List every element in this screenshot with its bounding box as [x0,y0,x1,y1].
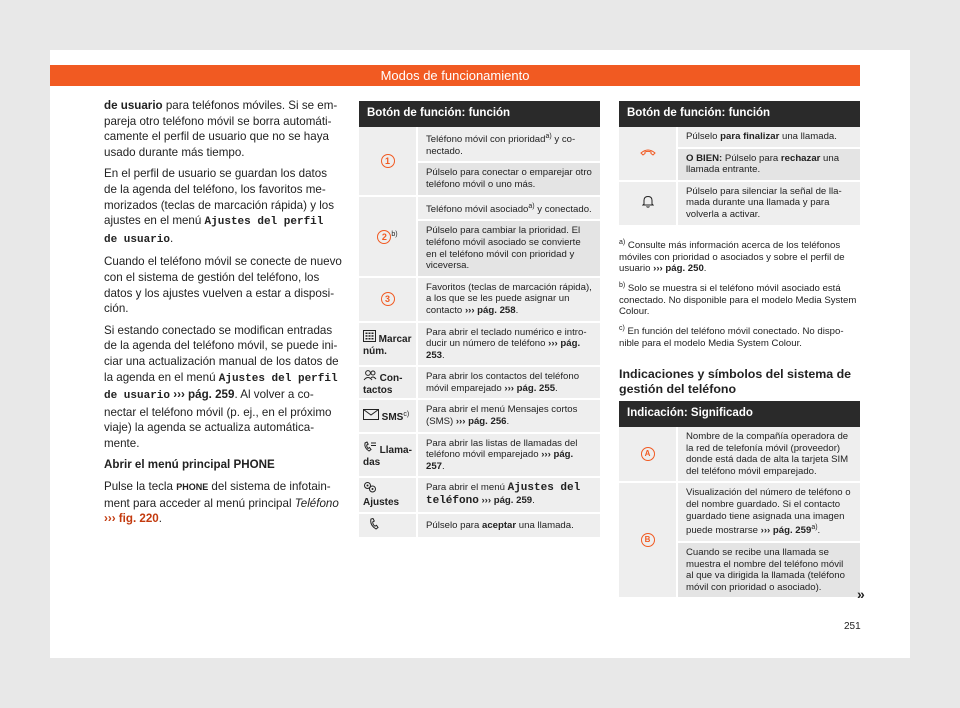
letter-circle: A [641,447,655,461]
figure-reference[interactable]: ››› fig. 220 [104,512,159,526]
table-cell: Púlselo para finalizar una llamada. [678,127,860,149]
page-reference[interactable]: ››› pág. 257 [426,449,574,472]
page-reference[interactable]: ››› pág. 250 [653,263,704,275]
row-label [619,127,678,182]
text: Cuando el teléfono móvil se conecte de nuevo con el sistema de gestión del teléfono, los datos y los ajustes vuelven a estar a disposición. [104,255,342,316]
table-cell: Para abrir el teclado numérico e introducir un número de teléfono ››› pág. 253. [418,323,600,368]
handset-accept-icon [369,518,381,530]
footnote: $^{c)}$ En función del teléfono móvil conectado. No disponible para el modelo Media System Colour. [619,324,844,349]
footnote-marker: b) [391,230,398,238]
row-label [359,478,418,513]
page-number: 251 [844,621,861,632]
footnotes [619,237,860,354]
row-label-text: Marcar núm. [363,334,412,357]
contacts-icon [363,369,377,381]
row-label-text: Llamadas [363,445,412,469]
table-cell: Teléfono móvil con prioridad$^{a)}$ y conectado. [418,127,600,163]
sub-heading: Abrir el menú principal PHONE [104,458,275,472]
function-button-table [359,101,600,539]
number-circle: 1 [381,154,395,168]
paragraph [104,479,342,527]
page-reference[interactable]: ››› pág. 259 [760,525,812,537]
paragraph [104,323,342,452]
row-label [359,127,418,197]
page-reference[interactable]: ››› pág. 259 [478,495,533,507]
menu-name: Ajustes del perfil de usuario [104,216,324,246]
table-header: Indicación: Significado [619,401,860,427]
table-cell: Púlselo para silenciar la señal de llamada durante una llamada y para volverla a activar. [678,182,860,227]
menu-italic: Teléfono [294,496,339,510]
page-reference[interactable]: ››› pág. 256 [455,416,507,428]
page-reference[interactable]: ››› pág. 253 [426,338,581,361]
row-label-text: Ajustes [363,497,400,509]
row-label [359,434,418,479]
row-label-text: Contactos [363,373,403,396]
number-circle: 2 [377,230,391,244]
text: En el perfil de usuario se guardan los datos de la agenda del teléfono, los favoritos memorizados (teclas de marcación rápida) y los ajustes en el menú [104,167,335,228]
paragraph [104,166,342,248]
page-reference[interactable]: ››› pág. 255 [504,382,556,394]
gear-icon [363,481,377,493]
page-header: Modos de funcionamiento [50,65,860,86]
table-cell: Nombre de la compañía operadora de la red de telefonía móvil (proveedor) donde está dada de alta la tarjeta SIM del teléfono móvil emparejado. [678,427,860,483]
table-cell: Para abrir el menú Mensajes cortos (SMS) ››› pág. 256. [418,400,600,433]
table-cell: Favoritos (teclas de marcación rápida), a los que se les puede asignar un contacto ››› pág. 258. [418,278,600,323]
table-cell: Púlselo para aceptar una llamada. [418,514,600,540]
row-label [359,323,418,368]
table-cell: Púlselo para conectar o emparejar otro teléfono móvil o uno más. [418,163,600,196]
letter-circle: B [641,533,655,547]
page-reference[interactable]: ››› pág. 258 [464,304,516,316]
text: . [170,231,174,245]
row-label [619,483,678,599]
table-cell: Para abrir los contactos del teléfono móvil emparejado ››› pág. 255. [418,367,600,400]
table-cell: Para abrir las listas de llamadas del teléfono móvil emparejado ››› pág. 257. [418,434,600,479]
footnote: $^{b)}$ Solo se muestra si el teléfono móvil asociado está conectado. No disponible para el modelo Media System Colour. [619,281,857,318]
table-cell: O BIEN: Púlselo para rechazar una llamada entrante. [678,149,860,182]
text: del sistema de infotainment para acceder al menú principal [104,480,331,510]
text: . Al volver a conectar el teléfono móvil (p. ej., en el próximo viaje) la agenda se actualiza automáticamente. [104,388,332,450]
menu-name: Ajustes del perfil de usuario [104,372,338,403]
footnote: $^{a)}$ Consulte más información acerca de los teléfonos móviles con prioridad o asociados y sobre el perfil de usuario ››› pág. 250. [619,239,845,275]
table-header: Botón de función: función [619,101,860,127]
row-label [619,182,678,227]
bell-mute-icon [642,195,654,208]
continue-mark: » [857,586,865,602]
section-heading: Indicaciones y símbolos del sistema de gestión del teléfono [619,367,852,396]
row-label [619,427,678,483]
text: Pulse la tecla [104,480,177,494]
table-cell: Cuando se recibe una llamada se muestra el nombre del teléfono móvil al que va dirigida la llamada (teléfono móvil con prioridad o asociado). [678,543,860,599]
envelope-icon [363,409,379,420]
row-label-text: SMS [381,411,404,423]
handset-end-icon [640,148,656,156]
paragraph [104,98,342,160]
row-label [359,514,418,540]
table-header: Botón de función: función [359,101,600,127]
indications-table [619,401,860,599]
table-cell: Teléfono móvil asociado$^{a)}$ y conectado. [418,197,600,222]
text: Si estando conectado se modifican entradas de la agenda del teléfono móvil, se puede iniciar una actualización manual de los datos de la agenda en el menú [104,323,339,384]
table-cell: Para abrir el menú Ajustes del teléfono ››› pág. 259. [418,478,600,513]
table-cell: Visualización del número de teléfono o del nombre guardado. Si el contacto guardado tiene asignada una imagen puede mostrarse ››› pág. 259$^{a)}$. [678,483,860,543]
row-label: SMS$^{c)}$ [359,400,418,433]
body-text-column [104,98,342,533]
function-button-table-2 [619,101,860,227]
row-label [359,197,418,278]
phone-key-label: PHONE [176,482,209,493]
table-cell: Púlselo para cambiar la prioridad. El teléfono móvil asociado se convierte en el teléfono móvil con prioridad y viceversa. [418,221,600,277]
keypad-icon [363,330,376,342]
row-label [359,367,418,400]
bold-term: de usuario [104,99,163,112]
paragraph [104,254,342,316]
call-list-icon [363,441,377,453]
text: para teléfonos móviles. Si se empareja otro teléfono móvil se borra automáticamente el perfil de usuario que no se haya usado durante más tiempo. [104,99,338,159]
page-reference: ››› pág. 259 [170,388,235,402]
menu-name: Ajustes del teléfono [426,482,581,508]
row-label [359,278,418,323]
number-circle: 3 [381,292,395,306]
text: . [158,512,162,526]
